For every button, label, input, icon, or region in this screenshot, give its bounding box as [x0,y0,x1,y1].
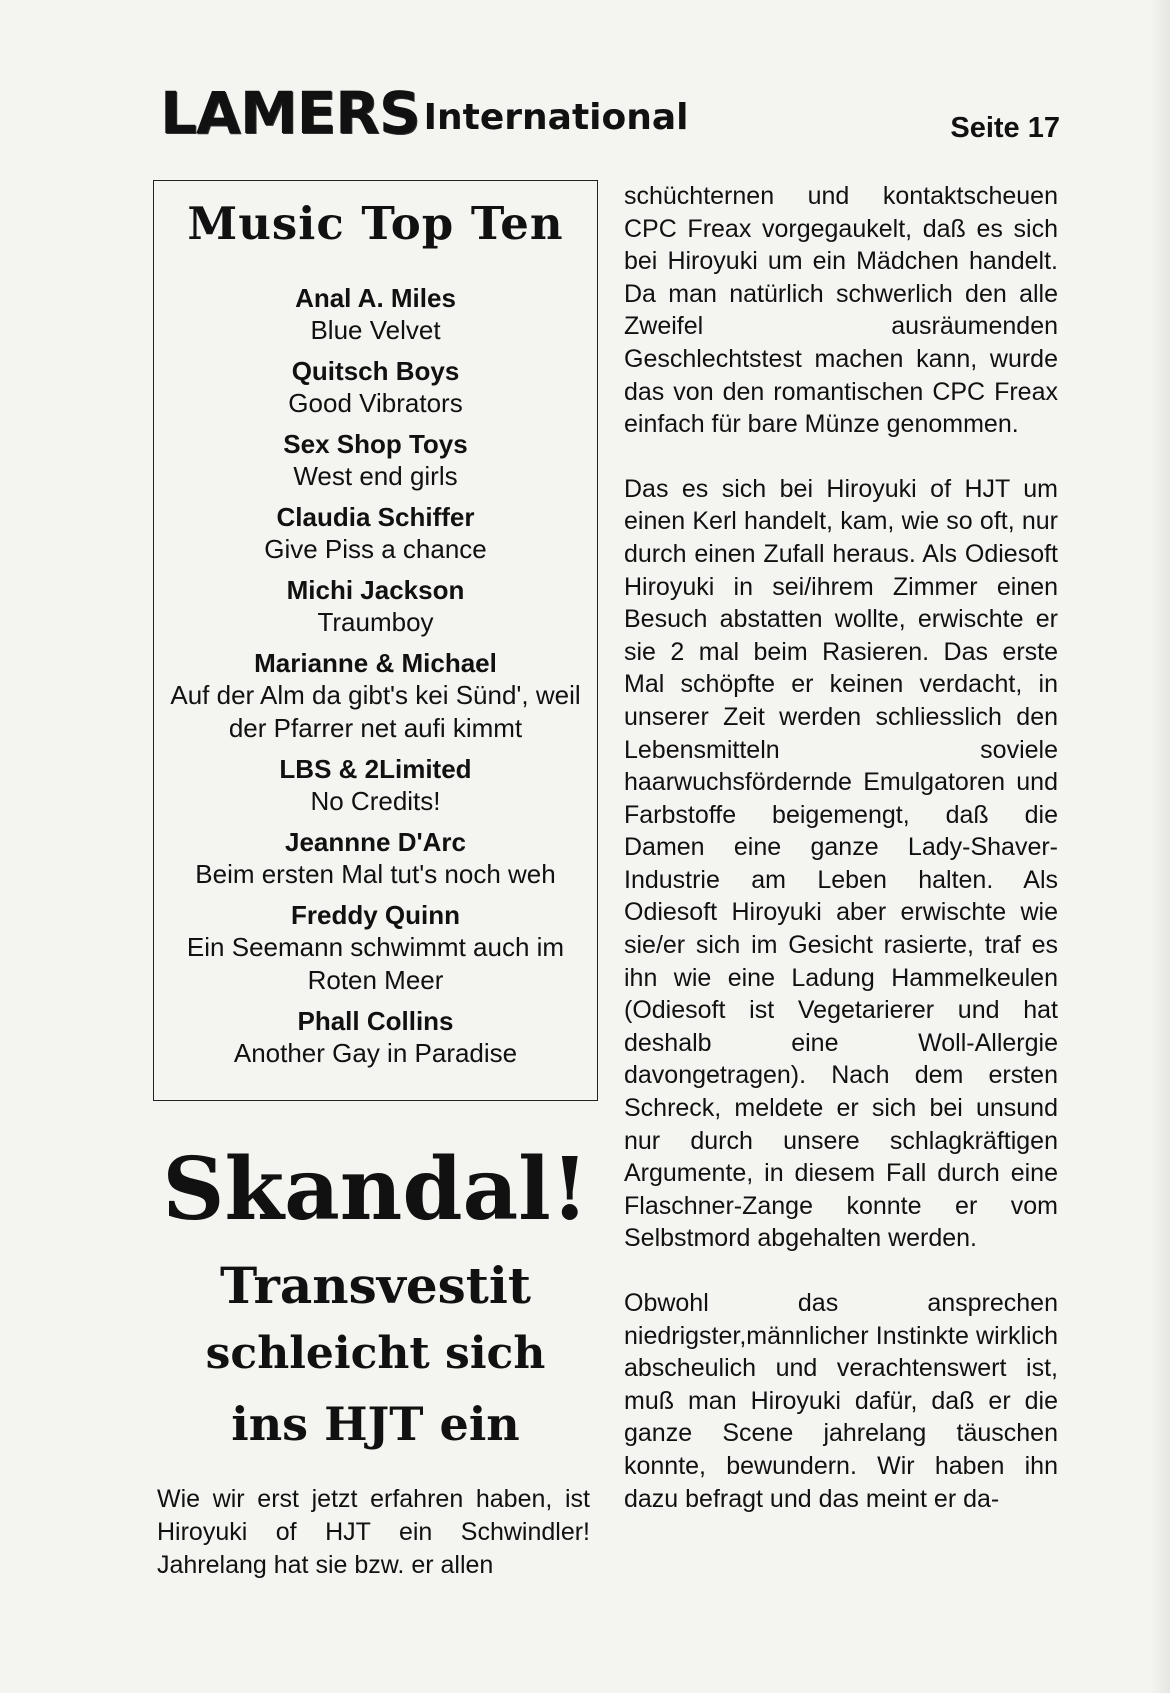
entry-song: Traumboy [317,607,434,637]
headline-line-2: schleicht sich [205,1328,546,1379]
article-paragraph: Obwohl das ansprechen niedrigster,männlicher Instinkte wirklich abscheulich und verachtenswert ist, muß man Hiroyuki dafür, daß er die ganze Scene jahrelang täuschen konnte, bewundern. Wir haben ihn dazu befragt und das meint er da- [624,1289,1058,1513]
entry-song: Good Vibrators [288,388,463,418]
headline-line-1: Transvestit [219,1256,531,1315]
entry-artist: Marianne & Michael [254,648,497,678]
article-paragraph: Das es sich bei Hiroyuki of HJT um einen Kerl handelt, kam, wie so oft, nur durch einen Zufall heraus. Als Odiesoft Hiroyuki in sei/ihrem Zimmer einen Besuch abstatten wollte, erwischte er sie 2 mal beim Rasieren. Das erste Mal schöpfte er keinen verdacht, in unserer Zeit werden schliesslich den Lebensmitteln soviele haarwuchsfördernde Emulgatoren und Farbstoffe beigemengt, daß die Damen eine ganze Lady-Shaver-Industrie am Leben halten. Als Odiesoft Hiroyuki aber erwischte wie sie/er sich im Gesicht rasierte, traf es ihn wie eine Ladung Hammelkeulen (Odiesoft ist Vegetarierer und hat deshalb eine Woll-Allergie davongetragen). Nach dem ersten Schreck, meldete er sich bei unsund nur durch unsere schlagkräftigen Argumente, in diesem Fall durch eine Flaschner-Zange konnte er vom Selbstmord abgehalten werden. [624,474,1058,1253]
entry-artist: Sex Shop Toys [283,429,468,459]
top-ten-title: Music Top Ten [187,197,564,250]
list-item [154,900,597,997]
entry-artist: Anal A. Miles [295,283,456,313]
list-item [154,754,597,818]
entry-artist: Claudia Schiffer [276,502,475,532]
entry-song: Ein Seemann schwimmt auch im Roten Meer [186,932,565,995]
list-item [154,429,597,493]
article-kicker: Skandal! [162,1139,589,1240]
magazine-logo [160,78,689,148]
entry-song: No Credits! [310,786,441,816]
page-header [160,78,1060,158]
entry-artist: LBS & 2Limited [279,754,472,784]
article-headline-block [153,1140,598,1460]
logo-wordmark: LAMERS [160,79,420,147]
entry-song: Beim ersten Mal tut's noch weh [195,859,556,889]
entry-artist: Michi Jackson [286,575,465,605]
entry-song: Auf der Alm da gibt's kei Sünd', weil der Pfarrer net aufi kimmt [170,680,581,743]
list-item [154,827,597,891]
headline-line-3: ins HJT ein [231,1397,520,1451]
list-item [154,1006,597,1070]
logo-subtitle: International [423,97,689,138]
list-item [154,575,597,639]
article-body-column [624,180,1058,1547]
article-intro: Wie wir erst jetzt erfahren haben, ist Hiroyuki of HJT ein Schwindler! Jahrelang hat sie bzw. er allen [157,1485,590,1579]
entry-artist: Jeannne D'Arc [284,827,467,857]
list-item [154,356,597,420]
entry-song: Blue Velvet [310,315,441,345]
list-item [154,283,597,347]
entry-artist: Phall Collins [297,1006,454,1036]
music-top-ten-box [153,180,598,1101]
top-ten-list [154,283,597,1079]
article-paragraph: schüchternen und kontaktscheuen CPC Freax vorgegaukelt, daß es sich bei Hiroyuki um ein Mädchen handelt. Da man natürlich schwerlich den alle Zweifel ausräumenden Geschlechtstest machen kann, wurde das von den romantischen CPC Freax einfach für bare Münze genommen. [624,182,1058,439]
entry-artist: Quitsch Boys [291,356,460,386]
entry-song: West end girls [293,461,458,491]
list-item [154,648,597,745]
page-number: Seite 17 [950,112,1060,144]
entry-song: Give Piss a chance [264,534,487,564]
entry-song: Another Gay in Paradise [233,1038,518,1068]
entry-artist: Freddy Quinn [291,900,460,930]
page-edge-shadow [1150,0,1170,1693]
list-item [154,502,597,566]
